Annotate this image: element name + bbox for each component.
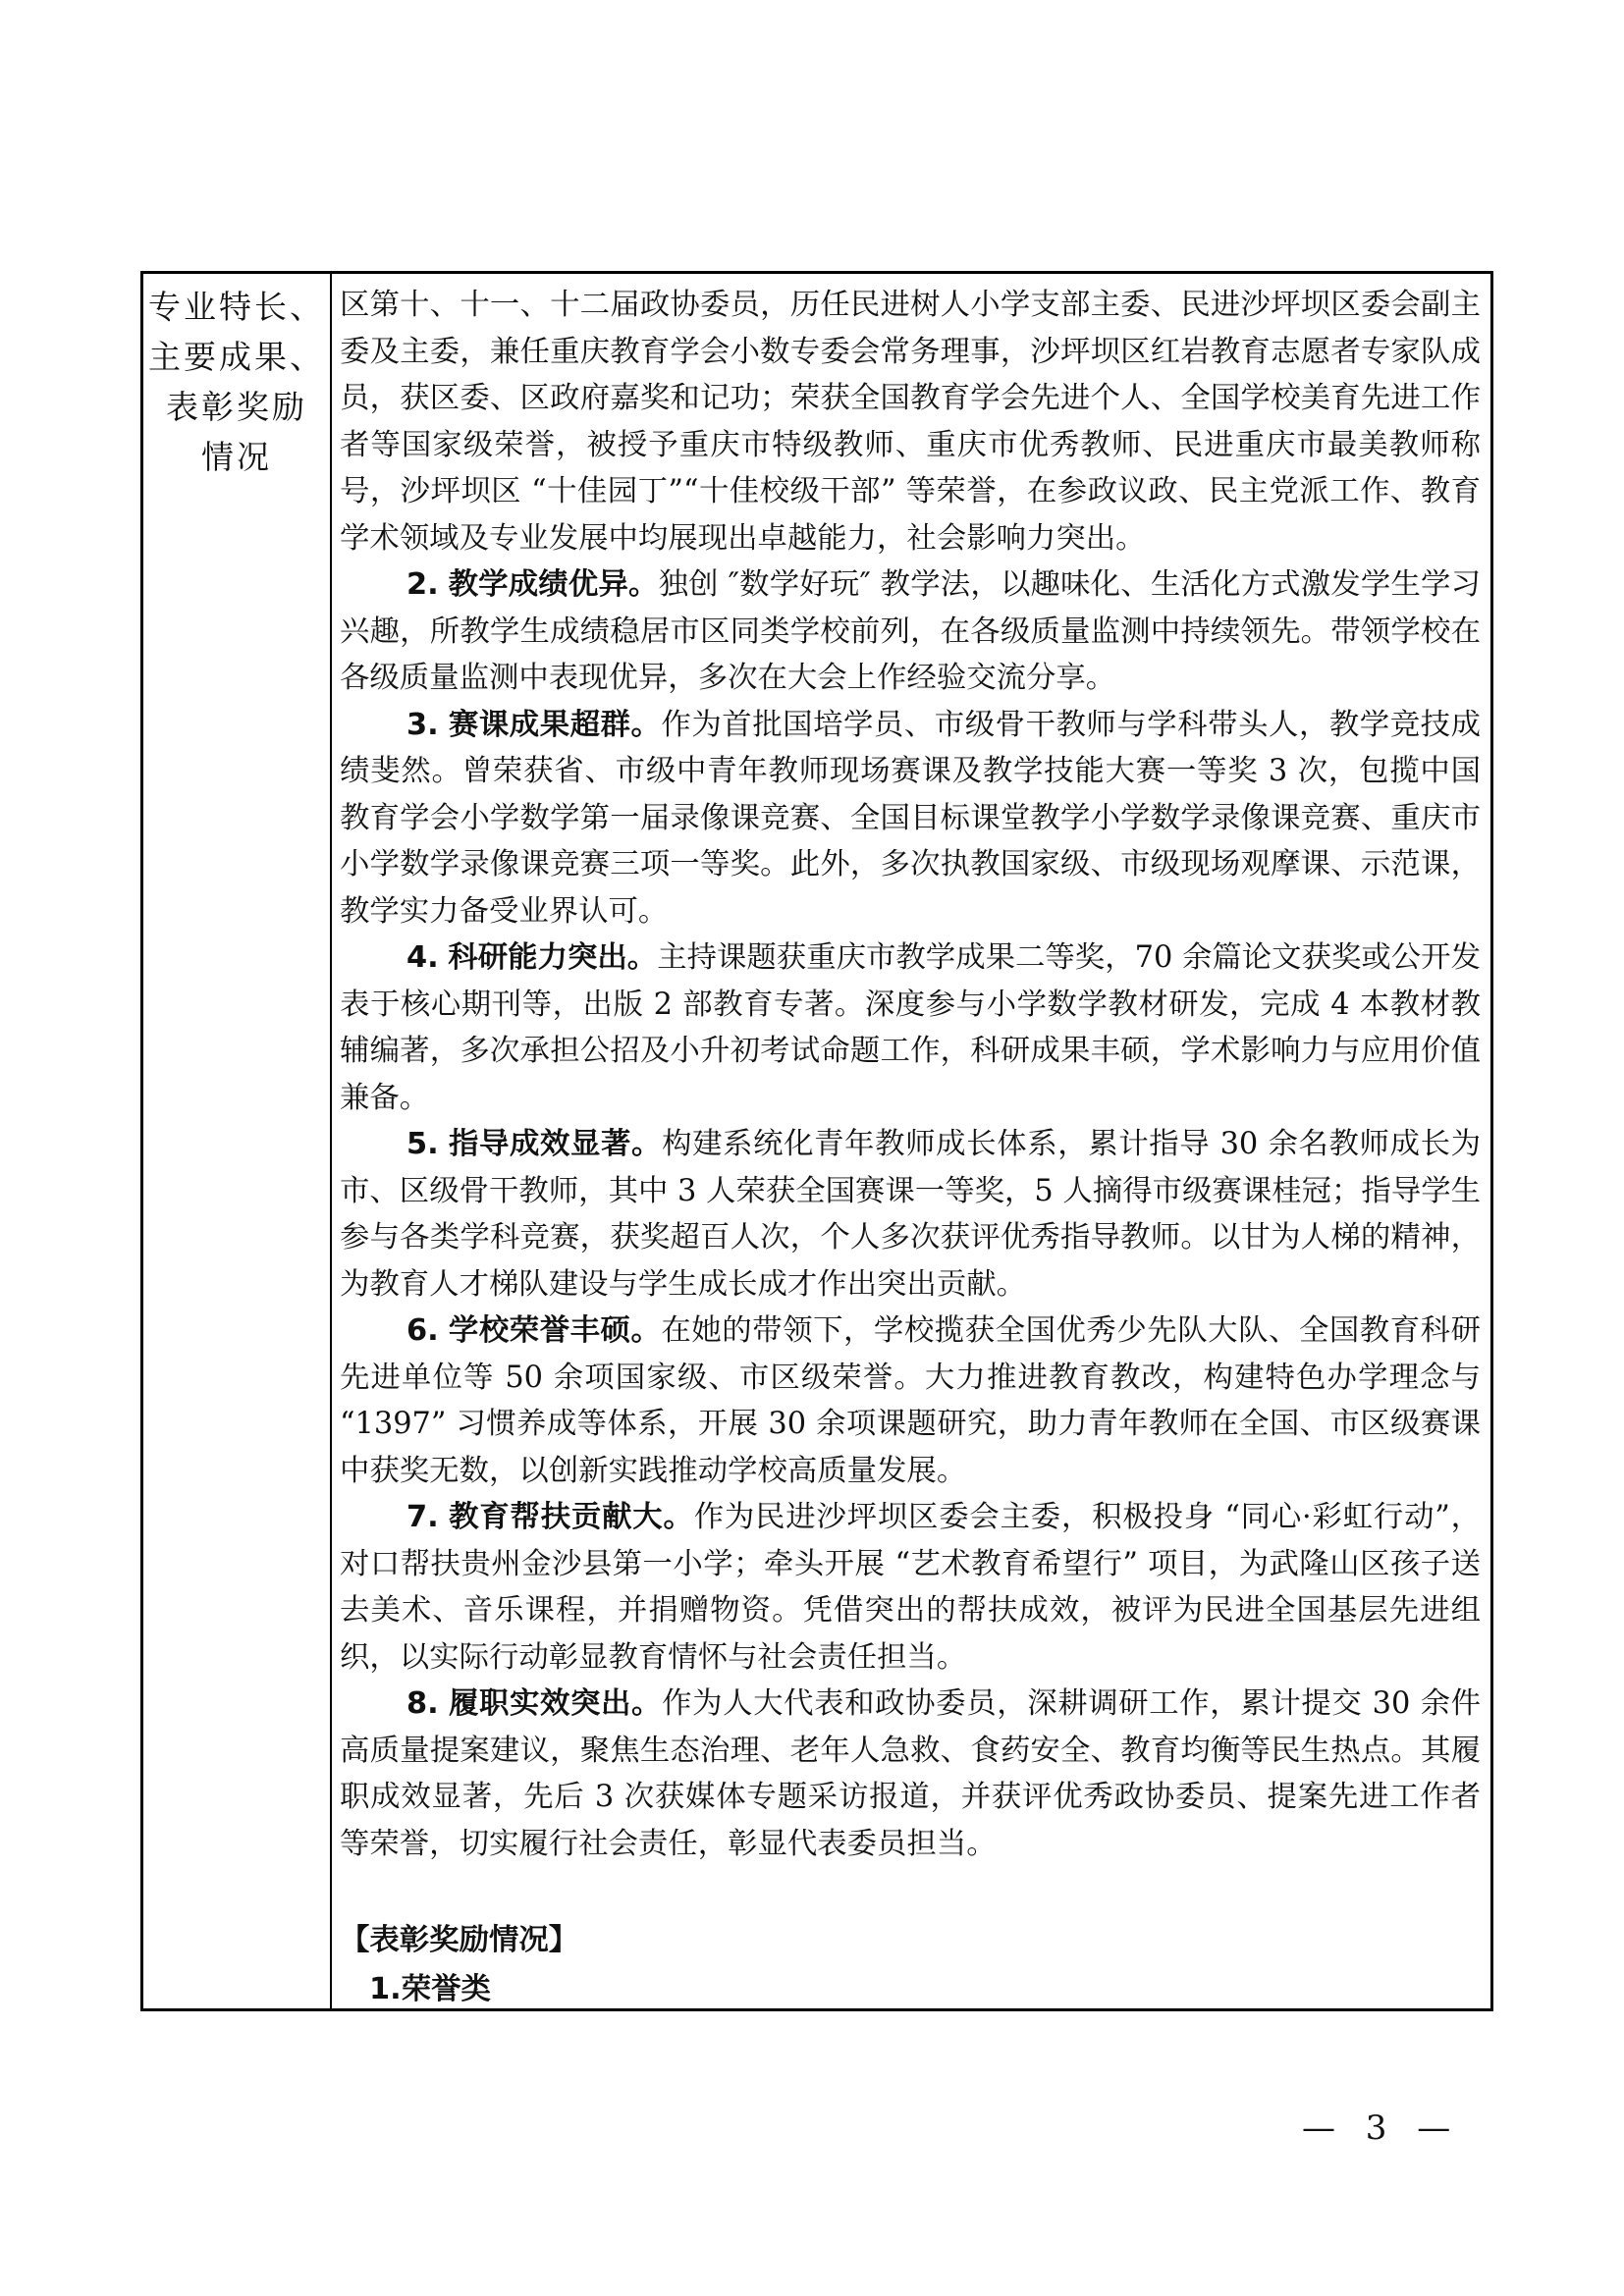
- item-heading: 指导成效显著。: [448, 1127, 663, 1161]
- item-heading: 科研能力突出。: [448, 940, 658, 975]
- item-body: 构建系统化青年教师成长体系，累计指导 30 余名教师成长为市、区级骨干教师，其中 3 人荣获全国赛课一等奖，5 人摘得市级赛课桂冠；指导学生参与各类学科竞赛，获奖超百人次，个人多次获评优秀指导教师。以甘为人梯的精神，为教育人才梯队建设与学生成长成才作出突出贡献。: [340, 1127, 1481, 1302]
- row-label-line: 表彰奖励: [166, 388, 307, 426]
- page-number: — 3 —: [1302, 2109, 1461, 2148]
- item-body: 在她的带领下，学校揽获全国优秀少先队大队、全国教育科研先进单位等 50 余项国家级、市区级荣誉。大力推进教育教改，构建特色办学理念与 “1397” 习惯养成等体系，开展 30 余项课题研究，助力青年教师在全国、市区级赛课中获奖无数，以创新实践推动学校高质量发展。: [340, 1313, 1481, 1488]
- sub-heading: 1.荣誉类: [369, 1972, 491, 2006]
- item-body: 独创 ″数学好玩″ 教学法，以趣味化、生活化方式激发学生学习兴趣，所教学生成绩稳居市区同类学校前列，在各级质量监测中持续领先。带领学校在各级质量监测中表现优异，多次在大会上作经验交流分享。: [340, 567, 1481, 695]
- achievement-paragraph: [340, 1308, 1481, 1494]
- item-heading: 教学成绩优异。: [448, 567, 659, 602]
- content-cell: [332, 274, 1490, 2008]
- row-label-line: 情况: [201, 438, 272, 476]
- item-number: 3.: [406, 707, 439, 742]
- achievement-paragraph: [340, 561, 1481, 702]
- row-label-line: 专业特长、: [148, 288, 325, 326]
- item-number: 7.: [406, 1500, 439, 1534]
- intro-paragraph: 区第十、十一、十二届政协委员，历任民进树人小学支部主委、民进沙坪坝区委会副主委及主委，兼任重庆教育学会小数专委会常务理事，沙坪坝区红岩教育志愿者专家队成员，获区委、区政府嘉奖和记功；荣获全国教育学会先进个人、全国学校美育先进工作者等国家级荣誉，被授予重庆市特级教师、重庆市优秀教师、民进重庆市最美教师称号，沙坪坝区 “十佳园丁”“十佳校级干部” 等荣誉，在参政议政、民主党派工作、教育学术领域及专业发展中均展现出卓越能力，社会影响力突出。: [340, 288, 1481, 556]
- item-number: 5.: [406, 1127, 439, 1161]
- section-heading: 【表彰奖励情况】: [340, 1923, 579, 1957]
- item-heading: 教育帮扶贡献大。: [449, 1500, 694, 1534]
- item-number: 2.: [406, 567, 439, 602]
- row-label-cell: [143, 274, 332, 2008]
- row-label-line: 主要成果、: [148, 338, 325, 376]
- achievement-paragraph: [340, 1121, 1481, 1308]
- info-table: [140, 271, 1493, 2011]
- achievement-paragraph: [340, 1494, 1481, 1681]
- item-number: 4.: [406, 940, 439, 975]
- item-body: 主持课题获重庆市教学成果二等奖，70 余篇论文获奖或公开发表于核心期刊等，出版 2 部教育专著。深度参与小学数学教材研发，完成 4 本教材教辅编著，多次承担公招及小升初考试命题工作，科研成果丰硕，学术影响力与应用价值兼备。: [340, 940, 1481, 1115]
- item-heading: 履职实效突出。: [448, 1686, 663, 1721]
- item-heading: 学校荣誉丰硕。: [448, 1313, 662, 1348]
- item-number: 6.: [406, 1313, 439, 1348]
- item-heading: 赛课成果超群。: [448, 707, 662, 742]
- item-body: 作为民进沙坪坝区委会主委，积极投身 “同心·彩虹行动”，对口帮扶贵州金沙县第一小学；牵头开展 “艺术教育希望行” 项目，为武隆山区孩子送去美术、音乐课程，并捐赠物资。凭借突出的帮扶成效，被评为民进全国基层先进组织，以实际行动彰显教育情怀与社会责任担当。: [340, 1500, 1481, 1675]
- item-body: 作为首批国培学员、市级骨干教师与学科带头人，教学竞技成绩斐然。曾荣获省、市级中青年教师现场赛课及教学技能大赛一等奖 3 次，包揽中国教育学会小学数学第一届录像课竞赛、全国目标课堂教学小学数学录像课竞赛、重庆市小学数学录像课竞赛三项一等奖。此外，多次执教国家级、市级现场观摩课、示范课，教学实力备受业界认可。: [340, 707, 1481, 929]
- spacer: [340, 1867, 1481, 1916]
- achievement-paragraph: [340, 934, 1481, 1121]
- achievement-paragraph: [340, 1681, 1481, 1867]
- item-body: 作为人大代表和政协委员，深耕调研工作，累计提交 30 余件高质量提案建议，聚焦生态治理、老年人急救、食药安全、教育均衡等民生热点。其履职成效显著，先后 3 次获媒体专题采访报道，并获评优秀政协委员、提案先进工作者等荣誉，切实履行社会责任，彰显代表委员担当。: [340, 1686, 1481, 1861]
- item-number: 8.: [406, 1686, 439, 1721]
- achievement-paragraph: [340, 702, 1481, 935]
